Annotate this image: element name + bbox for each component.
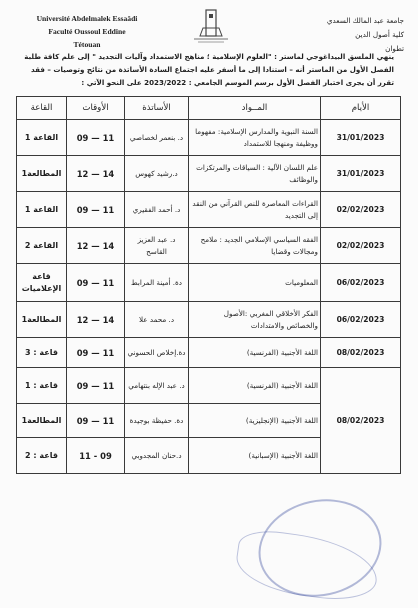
cell-day: 06/02/2023 <box>321 302 401 338</box>
cell-subject: اللغة الأجنبية (الفرنسية) <box>189 338 321 368</box>
cell-room: قاعة : 2 <box>17 438 67 474</box>
cell-day: 31/01/2023 <box>321 120 401 156</box>
cell-time: 09 — 11 <box>67 120 125 156</box>
cell-time: 12 — 14 <box>67 302 125 338</box>
cell-subject: اللغة الأجنبية (الإنجليزية) <box>189 404 321 438</box>
cell-day: 08/02/2023 <box>321 368 401 474</box>
cell-time: 12 — 14 <box>67 156 125 192</box>
exam-schedule-table <box>16 96 401 474</box>
cell-room: قاعة : 1 <box>17 368 67 404</box>
cell-time: 09 — 11 <box>67 338 125 368</box>
cell-subject: الفقه السياسي الإسلامي الجديد : ملامح ومجالات وقضايا <box>189 228 321 264</box>
table-row <box>17 338 401 368</box>
header-subject: المــواد <box>189 97 321 120</box>
table-row <box>17 156 401 192</box>
header-day: الأيام <box>321 97 401 120</box>
cell-room: قاعة الإعلاميات <box>17 264 67 302</box>
table-row <box>17 120 401 156</box>
cell-professor: د. محمد علا <box>125 302 189 338</box>
header-time: الأوقات <box>67 97 125 120</box>
header-professor: الأساتذة <box>125 97 189 120</box>
cell-time: 09 — 11 <box>67 192 125 228</box>
cell-professor: دة. حفيظة بوجيدة <box>125 404 189 438</box>
cell-time: 09 — 11 <box>67 264 125 302</box>
cell-room: القاعة 1 <box>17 120 67 156</box>
cell-subject: علم اللسان الآلية : السياقات والمرتكزات والوظائف <box>189 156 321 192</box>
table-row <box>17 228 401 264</box>
cell-day: 08/02/2023 <box>321 338 401 368</box>
cell-professor: د. أحمد الفقيري <box>125 192 189 228</box>
intro-paragraph: ينهي الملسق البيداغوجي لماستر : "العلوم الإسلامية ؛ مناهج الاستمداد وآليات التجديد " إلى علم كافة طلبة الفصل الأول من الماستر أنه – استنادا إلى ما أسفر عليه اجتماع السادة الأساتذة من نتائج وتوصيات – فقد تقرر أن يجرى اختبار الفصل الأول برسم الموسم الجامعي : 2023/2022 على النحو الآتي : <box>24 52 394 87</box>
cell-room: المطالعة1 <box>17 156 67 192</box>
table-row <box>17 368 401 404</box>
cell-room: المطالعة1 <box>17 404 67 438</box>
cell-subject: القراءات المعاصرة للنص القرآني من النقد إلى التجديد <box>189 192 321 228</box>
cell-subject: المعلوميات <box>189 264 321 302</box>
university-logo-icon <box>186 8 236 44</box>
cell-time: 09 — 11 <box>67 404 125 438</box>
cell-day: 31/01/2023 <box>321 156 401 192</box>
faculty-name-fr: Faculté Oussoul Eddine <box>48 27 126 36</box>
cell-time: 09 — 11 <box>67 368 125 404</box>
cell-day: 02/02/2023 <box>321 192 401 228</box>
cell-subject: اللغة الأجنبية (الفرنسية) <box>189 368 321 404</box>
cell-professor: دة. أمينة المرابط <box>125 264 189 302</box>
table-row <box>17 192 401 228</box>
cell-professor: د. عبد العزيز القاسح <box>125 228 189 264</box>
header-room: القاعة <box>17 97 67 120</box>
table-row <box>17 264 401 302</box>
cell-professor: د.حنان المجدوبي <box>125 438 189 474</box>
cell-day: 02/02/2023 <box>321 228 401 264</box>
cell-time: 12 — 14 <box>67 228 125 264</box>
city-name-ar: تطوان <box>385 44 404 53</box>
cell-subject: السنة النبوية والمدارس الإسلامية: مفهوما ووظيفة ومنهجا للاستمداد <box>189 120 321 156</box>
cell-subject: الفكر الأخلاقي المغربي :الأصول والخصائص والامتدادات <box>189 302 321 338</box>
cell-subject: اللغة الأجنبية (الإسبانية) <box>189 438 321 474</box>
table-row <box>17 302 401 338</box>
cell-professor: د.رشيد كهوس <box>125 156 189 192</box>
table-header-row <box>17 97 401 120</box>
cell-professor: دة.إخلاص الحسوني <box>125 338 189 368</box>
cell-professor: د. عبد الإله بنتهامي <box>125 368 189 404</box>
faculty-name-ar: كلية أصول الدين <box>355 30 404 39</box>
university-name-fr: Université Abdelmalek Essaâdi <box>36 14 138 23</box>
cell-professor: د. بنعمر لخصاصي <box>125 120 189 156</box>
cell-time: 11 - 09 <box>67 438 125 474</box>
cell-room: المطالعة1 <box>17 302 67 338</box>
university-name-ar: جامعة عبد المالك السعدي <box>326 16 404 25</box>
cell-room: قاعة : 3 <box>17 338 67 368</box>
city-name-fr: Tétouan <box>73 40 101 49</box>
cell-day: 06/02/2023 <box>321 264 401 302</box>
cell-room: القاعة 1 <box>17 192 67 228</box>
cell-room: القاعة 2 <box>17 228 67 264</box>
header-french <box>28 12 146 51</box>
